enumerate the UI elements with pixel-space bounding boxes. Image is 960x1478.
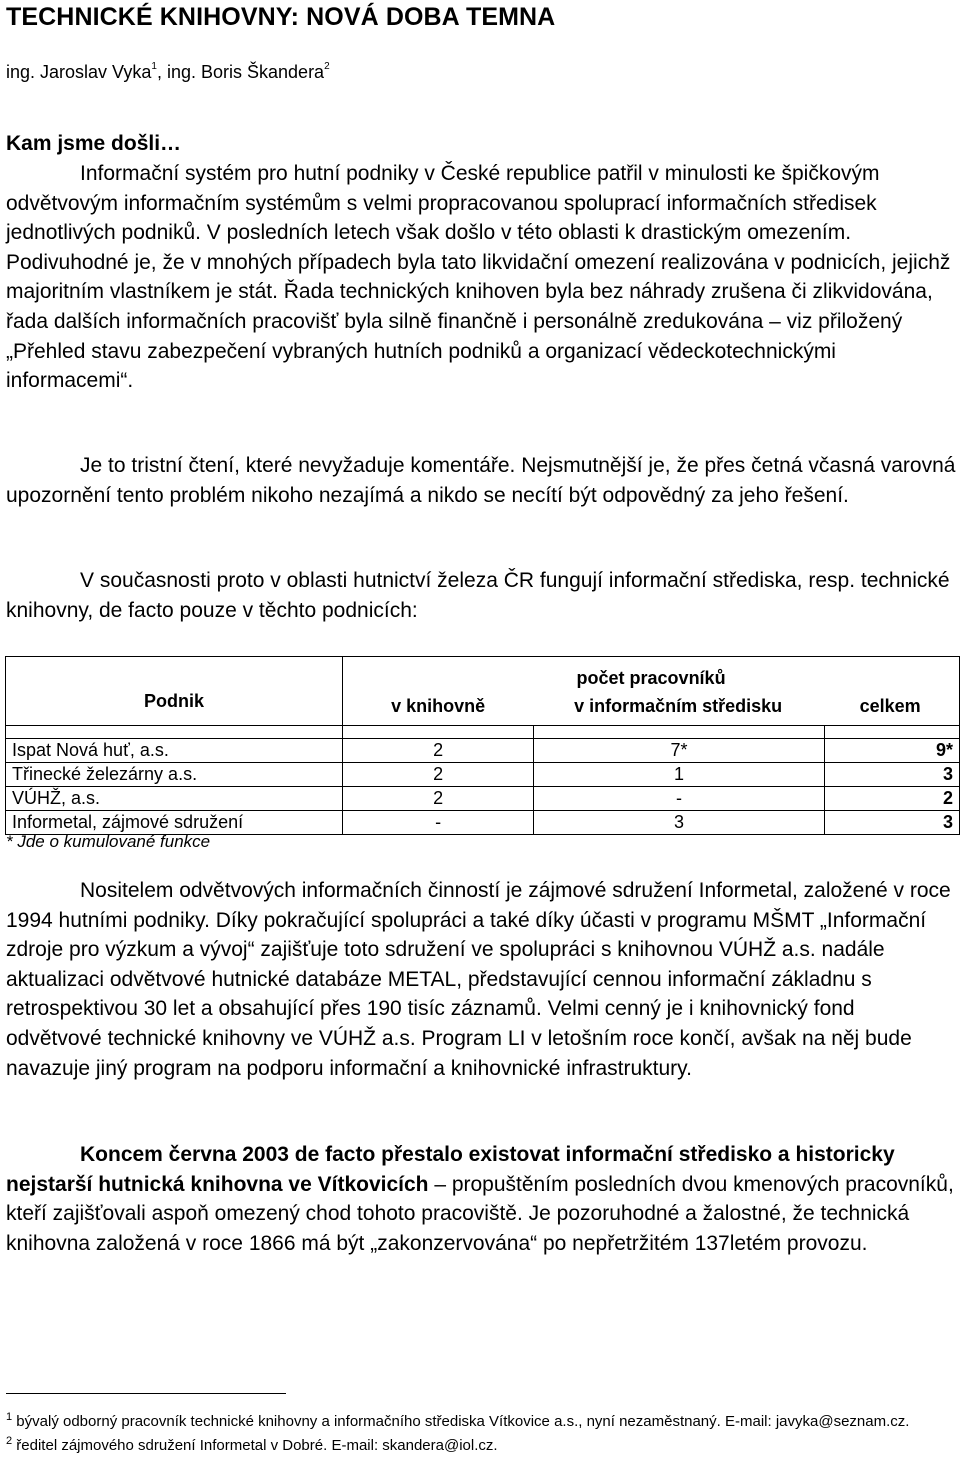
author-2-ref[interactable]: 2 bbox=[324, 61, 330, 72]
cell-company: Ispat Nová huť, a.s. bbox=[6, 739, 343, 763]
cell-info-center: 3 bbox=[534, 811, 825, 835]
author-1: ing. Jaroslav Vyka bbox=[6, 62, 152, 82]
paragraph-comment: Je to tristní čtení, které nevyžaduje komentáře. Nejsmutnější je, že přes četná včasná varovná upozornění tento problém nikoho nezajímá a nikdo se necítí být odpovědný za jeho řešení. bbox=[6, 454, 956, 507]
cell-info-center: 1 bbox=[534, 763, 825, 787]
footnote-1-text: bývalý odborný pracovník technické knihovny a informačního střediska Vítkovice a.s., nyní nezaměstnaný. E-mail: javyka@seznam.cz. bbox=[16, 1413, 910, 1430]
footnote-2 bbox=[6, 1432, 956, 1456]
cell-library: - bbox=[343, 811, 534, 835]
cell-company: Třinecké železárny a.s. bbox=[6, 763, 343, 787]
cell-library: 2 bbox=[343, 739, 534, 763]
table-row bbox=[6, 739, 960, 763]
cell-library: 2 bbox=[343, 787, 534, 811]
table-row bbox=[6, 811, 960, 835]
footnote-divider bbox=[6, 1393, 286, 1394]
spacer-cell-4 bbox=[825, 726, 960, 739]
table-row bbox=[6, 763, 960, 787]
footnote-1 bbox=[6, 1408, 956, 1432]
cell-company: Informetal, zájmové sdružení bbox=[6, 811, 343, 835]
staff-table-wrapper bbox=[5, 656, 960, 835]
header-subcols bbox=[343, 696, 959, 717]
table-row bbox=[6, 787, 960, 811]
header-podnik-label: Podnik bbox=[144, 690, 205, 711]
author-1-ref[interactable]: 1 bbox=[151, 61, 157, 72]
cell-total: 3 bbox=[825, 811, 960, 835]
header-info-center: v informačním středisku bbox=[574, 695, 783, 716]
footnote-2-num: 2 bbox=[6, 1434, 13, 1447]
document-title: TECHNICKÉ KNIHOVNY: NOVÁ DOBA TEMNA bbox=[6, 3, 556, 31]
cell-info-center: 7* bbox=[534, 739, 825, 763]
header-staff-group bbox=[343, 657, 960, 726]
spacer-cell-1 bbox=[6, 726, 343, 739]
cell-total: 2 bbox=[825, 787, 960, 811]
header-podnik bbox=[6, 657, 343, 726]
paragraph-intro: Informační systém pro hutní podniky v České republice patřil v minulosti ke špičkovým odvětvovým informačním systémům s velmi propracovanou spoluprací informačních středisek jednotlivých podniků. V posledních letech však došlo v této oblasti k drastickým omezením. Podivuhodné je, že v mnohých případech byla tato likvidační omezení realizována v podnicích, jejichž majoritním vlastníkem je stát. Řada technických knihoven byla bez náhrady zrušena či zlikvidována, řada dalších informačních pracovišť byla silně finančně i personálně zredukována – viz přiložený „Přehled stavu zabezpečení vybraných hutních podniků a organizací vědeckotechnickými informacemi“. bbox=[6, 162, 951, 393]
author-line: ing. Jaroslav Vyka$^1$, ing. Boris Škandera$^2$ bbox=[6, 61, 330, 82]
footnotes bbox=[6, 1408, 956, 1455]
vitkovice-highlight: Koncem června 2003 de facto přestalo existovat informační středisko a historicky nejstarší hutnická knihovna ve Vítkovicích bbox=[6, 1143, 895, 1196]
table-header-row bbox=[6, 657, 960, 726]
cell-info-center: - bbox=[534, 787, 825, 811]
cell-total: 3 bbox=[825, 763, 960, 787]
header-total: celkem bbox=[859, 695, 921, 716]
cell-company: VÚHŽ, a.s. bbox=[6, 787, 343, 811]
table-spacer-row bbox=[6, 726, 960, 739]
staff-table bbox=[5, 656, 960, 835]
spacer-cell-2 bbox=[343, 726, 534, 739]
cell-library: 2 bbox=[343, 763, 534, 787]
paragraph-informetal: Nositelem odvětvových informačních činností je zájmové sdružení Informetal, založené v roce 1994 hutními podniky. Díky pokračující spolupráci a také díky účasti v programu MŠMT „Informační zdroje pro výzkum a vývoj“ zajišťuje toto sdružení ve spolupráci s knihovnou VÚHŽ a.s. nadále aktualizaci odvětvové hutnické databáze METAL, představující cennou informační základnu s retrospektivou 30 let a obsahující přes 190 tisíc záznamů. Velmi cenný je i knihovnický fond odvětvové technické knihovny ve VÚHŽ a.s. Program LI v letošním roce končí, avšak na něj bude navazuje jiný program na podporu informační a knihovnické infrastruktury. bbox=[6, 879, 951, 1080]
table-note: * Jde o kumulované funkce bbox=[6, 832, 211, 851]
spacer-cell-3 bbox=[534, 726, 825, 739]
footnote-2-text: ředitel zájmového sdružení Informetal v Dobré. E-mail: skandera@iol.cz. bbox=[16, 1436, 498, 1454]
cell-total: 9* bbox=[825, 739, 960, 763]
header-library: v knihovně bbox=[391, 695, 486, 716]
header-group-label: počet pracovníků bbox=[576, 667, 726, 688]
footnote-1-num: 1 bbox=[6, 1411, 13, 1423]
vitkovice-rest: – propuštěním posledních dvou kmenových pracovníků, kteří zajišťovali aspoň omezený chod tohoto pracoviště. Je pozoruhodné a žalostné, že technická knihovna založená v roce 1866 má být „zakonzervována“ po nepřetržitém 137letém provozu. bbox=[6, 1172, 954, 1255]
section-heading: Kam jsme došli… bbox=[6, 132, 182, 155]
author-2: ing. Boris Škandera bbox=[166, 62, 325, 82]
paragraph-vitkovice bbox=[6, 1140, 956, 1258]
paragraph-current-state: V současnosti proto v oblasti hutnictví železa ČR fungují informační střediska, resp. technické knihovny, de facto pouze v těchto podnicích: bbox=[6, 569, 950, 622]
